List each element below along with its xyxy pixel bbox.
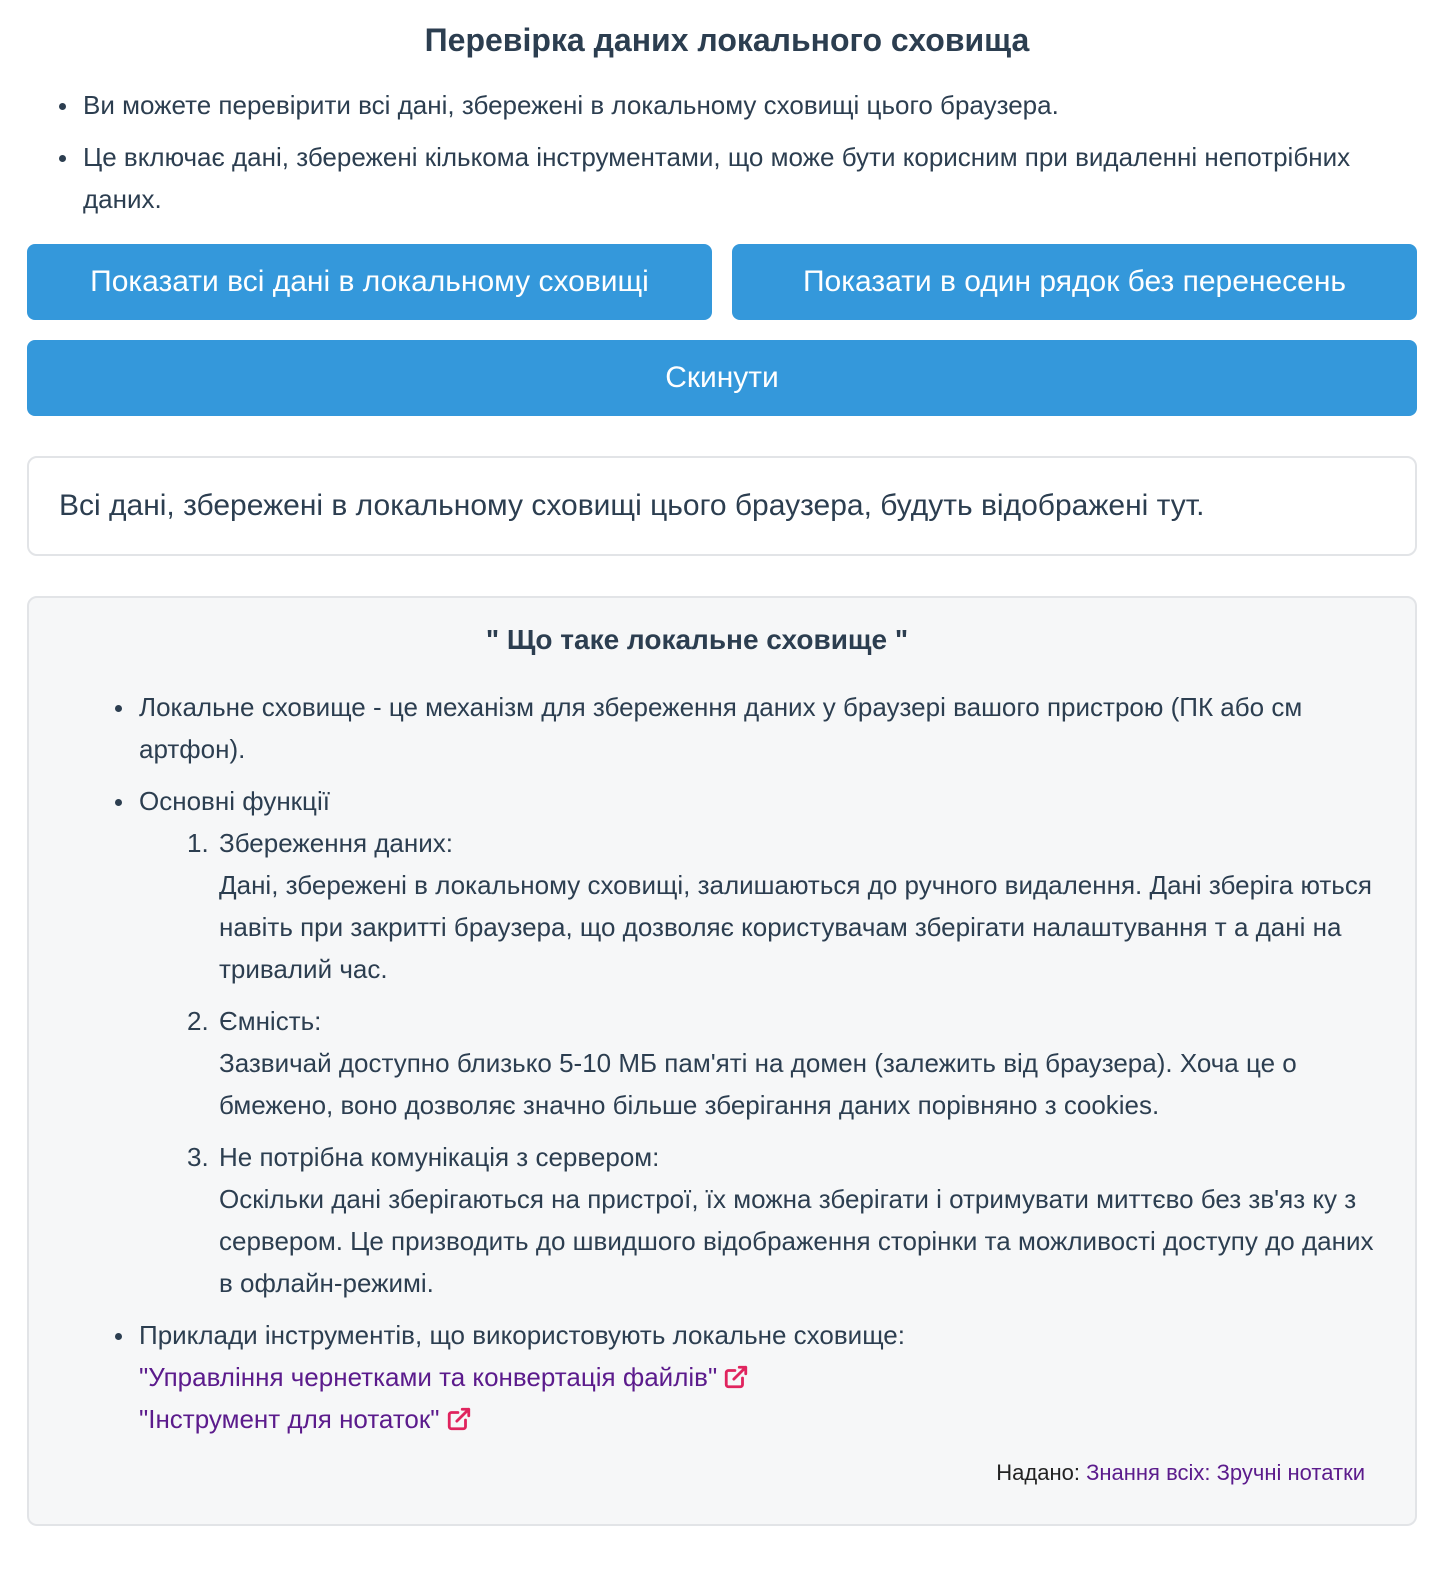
external-link-icon[interactable] xyxy=(446,1406,472,1432)
definition-item xyxy=(139,686,1383,770)
example-link-notes[interactable]: "Інструмент для нотаток" xyxy=(139,1404,440,1434)
feature-title: Ємність: xyxy=(219,1006,322,1036)
credit-label: Надано: xyxy=(996,1460,1080,1485)
page-title: Перевірка даних локального сховища xyxy=(424,22,1030,58)
feature-item xyxy=(187,822,1383,990)
storage-output-box xyxy=(27,456,1417,556)
definition-text: Локальне сховище - це механізм для збереження даних у браузері вашого пристрою (ПК або см артфон). xyxy=(139,692,1303,764)
examples-heading: Приклади інструментів, що використовують локальне сховище: xyxy=(139,1320,905,1350)
credit-line xyxy=(61,1460,1383,1486)
external-link-icon[interactable] xyxy=(723,1364,749,1390)
feature-body: Зазвичай доступно близько 5-10 МБ пам'яті на домен (залежить від браузера). Хоча це о бмежено, воно дозволяє значно більше зберігання даних порівняно з cookies. xyxy=(219,1048,1297,1120)
example-link-row xyxy=(139,1356,1383,1398)
info-box xyxy=(27,596,1417,1526)
feature-title: Збереження даних: xyxy=(219,828,453,858)
feature-body: Оскільки дані зберігаються на пристрої, їх можна зберігати і отримувати миттєво без зв'яз ку з сервером. Це призводить до швидшого відображення сторінки та можливості доступу до даних в офлайн-режимі. xyxy=(219,1184,1374,1298)
intro-item: Ви можете перевірити всі дані, збережені в локальному сховищі цього браузера. xyxy=(83,84,1387,126)
examples-item xyxy=(139,1314,1383,1440)
show-one-line-button[interactable]: Показати в один рядок без перенесень xyxy=(732,244,1417,320)
feature-title: Не потрібна комунікація з сервером: xyxy=(219,1142,660,1172)
feature-number: 2. xyxy=(187,1006,209,1036)
output-placeholder: Всі дані, збережені в локальному сховищі цього браузера, будуть відображені тут. xyxy=(59,489,1205,522)
feature-item xyxy=(187,1000,1383,1126)
features-list xyxy=(139,822,1383,1304)
credit-link[interactable]: Знання всіх: Зручні нотатки xyxy=(1086,1460,1365,1485)
info-title: " Що таке локальне сховище " xyxy=(485,624,909,655)
show-all-data-button[interactable]: Показати всі дані в локальному сховищі xyxy=(27,244,712,320)
features-item xyxy=(139,780,1383,1304)
feature-body: Дані, збережені в локальному сховищі, залишаються до ручного видалення. Дані зберіга ються навіть при закритті браузера, що дозволяє користувачам зберігати налаштування т а дані на тривалий час. xyxy=(219,870,1372,984)
info-list xyxy=(61,686,1383,1440)
feature-number: 1. xyxy=(187,828,209,858)
example-link-row xyxy=(139,1398,1383,1440)
example-link-drafts[interactable]: "Управління чернетками та конвертація файлів" xyxy=(139,1362,718,1392)
feature-number: 3. xyxy=(187,1142,209,1172)
intro-item: Це включає дані, збережені кількома інструментами, що може бути корисним при видаленні непотрібних даних. xyxy=(83,136,1387,220)
reset-button[interactable]: Скинути xyxy=(27,340,1417,416)
button-row xyxy=(27,244,1427,320)
intro-list xyxy=(27,84,1427,220)
features-heading: Основні функції xyxy=(139,786,330,816)
feature-item xyxy=(187,1136,1383,1304)
